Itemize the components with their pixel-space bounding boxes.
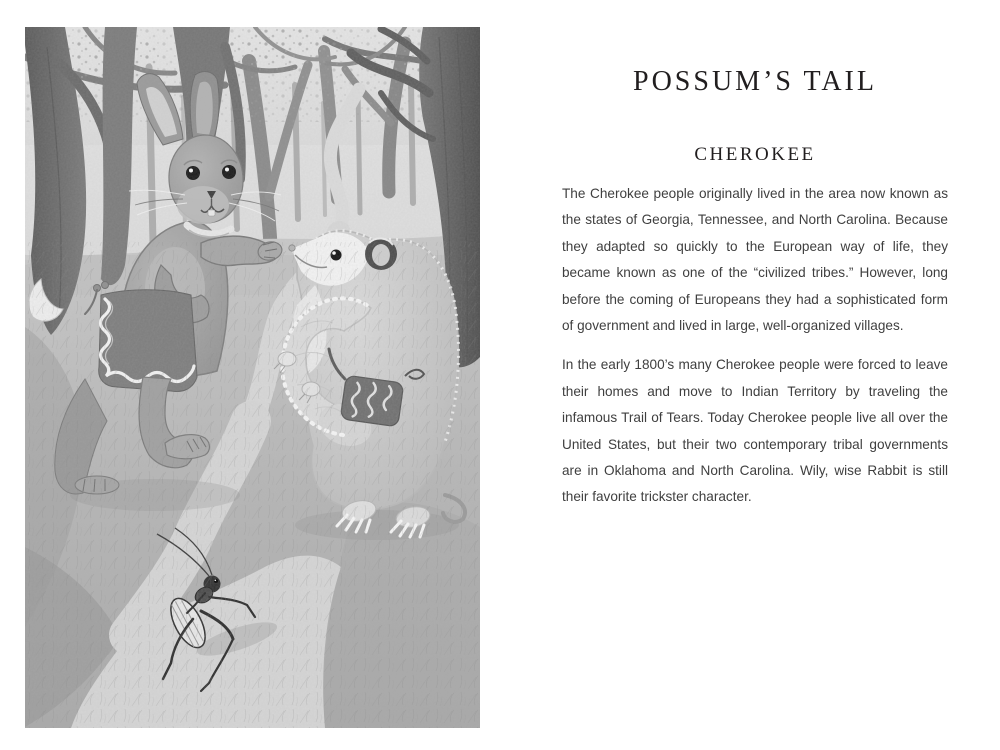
story-illustration: [25, 27, 480, 728]
story-paragraph-2: In the early 1800’s many Cherokee people were forced to leave their homes and move to Indian Territory by traveling the infamous Trail of Tears. Today Cherokee people live all over the United States, but their two contemporary tribal governments are in Oklahoma and North Carolina. Wily, wise Rabbit is still their favorite trickster character.: [562, 357, 948, 505]
pencil-grain-overlay: [25, 27, 480, 728]
story-title: POSSUM’S TAIL: [633, 66, 877, 97]
illustration-canvas: [25, 27, 480, 728]
story-body: [562, 181, 948, 511]
story-text-column: [562, 66, 948, 511]
story-tribe-heading: CHEROKEE: [694, 144, 816, 166]
story-paragraph-1: The Cherokee people originally lived in the area now known as the states of Georgia, Tennessee, and North Carolina. Because they adapted so quickly to the European way of life, they became known as one of the “civilized tribes.” However, long before the coming of Europeans they had a sophisticated form of government and lived in large, well-organized villages.: [562, 185, 948, 334]
